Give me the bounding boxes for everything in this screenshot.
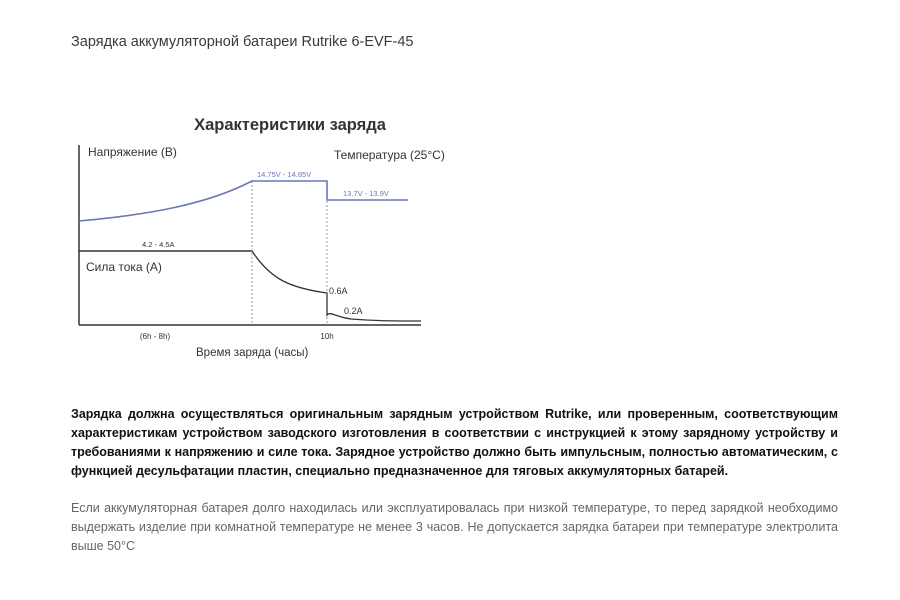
charging-requirements-paragraph: Зарядка должна осуществляться оригинальным зарядным устройством Rutrike, или проверенным, соответствующим характеристикам устройством заводского изготовления в соответствии с инструкцией к этому зарядному устройству и требованиями к напряжению и силе тока. Зарядное устройство должно быть импульсным, полностью автоматическим, с функцией десульфатации пластин, специально предназначенное для тяговых аккумуляторных батарей.	[71, 407, 838, 478]
temperature-warning-paragraph: Если аккумуляторная батарея долго находилась или эксплуатировалась при низкой температуре, то перед зарядкой необходимо выдержать изделие при комнатной температуре не менее 3 часов. Не допускается зарядка батареи при температуре электролита выше 50°C	[71, 501, 838, 553]
voltage-phase1-label: 14.75V - 14.85V	[257, 170, 312, 179]
time-phase2-label: 10h	[320, 332, 334, 341]
current-end-label: 0.2A	[344, 306, 363, 316]
voltage-label: Напряжение (В)	[88, 145, 177, 159]
voltage-phase2-label: 13.7V - 13.9V	[343, 189, 389, 198]
charge-characteristics-diagram	[66, 105, 466, 370]
current-phase1-label: 4.2 - 4.5A	[142, 240, 175, 249]
x-axis-label: Время заряда (часы)	[196, 347, 309, 359]
current-label: Сила тока (A)	[86, 260, 162, 274]
voltage-curve	[79, 181, 408, 221]
page-title: Зарядка аккумуляторной батареи Rutrike 6-EVF-45	[71, 34, 414, 50]
diagram-title: Характеристики заряда	[194, 116, 386, 134]
time-phase1-label: (6h - 8h)	[139, 332, 171, 341]
temperature-label: Температура (25°C)	[334, 148, 445, 162]
current-mid-label: 0.6A	[329, 286, 348, 296]
